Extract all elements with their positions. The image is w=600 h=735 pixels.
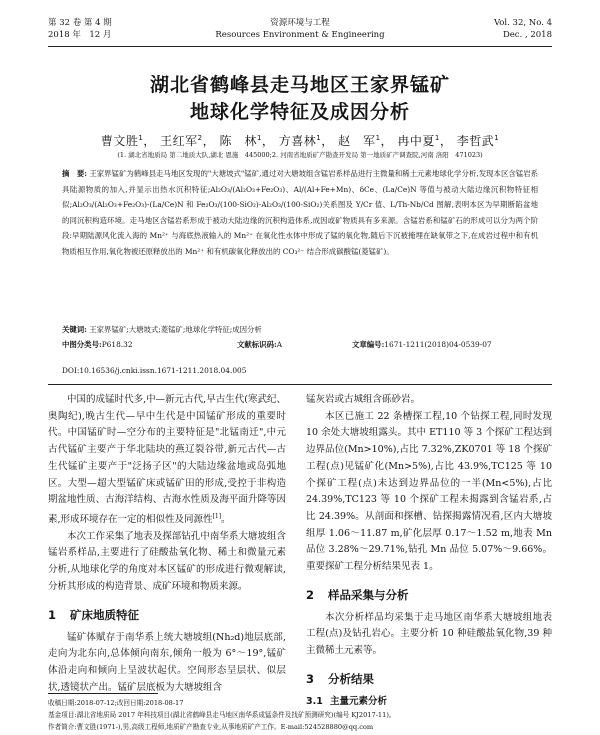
author: 冉中夏$^1$ xyxy=(397,134,440,148)
author: 王红军$^2$ xyxy=(160,134,203,148)
body-right-column xyxy=(306,392,552,711)
volume-en: Vol. 32, No. 4 xyxy=(493,18,552,28)
classification-block xyxy=(62,338,560,351)
author: 方喜林$^1$ xyxy=(278,134,322,148)
subsection-heading: 3.1 主量元素分析 xyxy=(306,695,388,707)
article-title-line1: 湖北省鹤峰县走马地区王家界锰矿 xyxy=(149,74,450,96)
keywords-text: 王家界锰矿;大塘坡式;菱锰矿;地球化学特征;成因分析 xyxy=(89,325,262,334)
author: 曹文胜$^1$ xyxy=(100,134,144,148)
abstract-label: 摘 要: xyxy=(62,169,87,178)
body-left-column xyxy=(48,392,286,696)
article-title-line2: 地球化学特征及成因分析 xyxy=(189,101,410,123)
abstract xyxy=(62,166,538,260)
author: 李哲武$^1$ xyxy=(456,134,500,148)
section-heading: 1 矿床地质特征 xyxy=(48,607,139,622)
affiliations: (1. 湖北省地质局 第二地质大队,湖北 恩施 445000;2. 河南省地质矿产勘查开发局 第一地质矿产调查院,河南 洛阳 471023) xyxy=(117,151,483,159)
paragraph: 锰灰岩或古城组含砾砂岩。 xyxy=(306,394,421,405)
date-en: Dec. , 2018 xyxy=(502,30,552,40)
keywords-label: 关键词: xyxy=(62,325,87,334)
author: 陈 林$^1$ xyxy=(219,134,262,148)
date-cn: 2018 年 12 月 xyxy=(48,30,112,40)
divider xyxy=(48,384,552,385)
received-date: 收稿日期:2018-07-12;改回日期:2018-08-17 xyxy=(48,699,184,707)
volume-cn: 第 32 卷 第 4 期 xyxy=(48,18,112,28)
doi: DOI:10.16536/j.cnki.issn.1671-1211.2018.04.005 xyxy=(62,366,247,375)
paragraph: 本次工作采集了地表及探部钻孔中南华系大塘坡组含锰岩系样品,主要进行了硅酸盐氧化物、稀土和微量元素分析,从地球化学的角度对本区锰矿的形成进行微观解读,分析其形成的构造背景、成矿环境和物质来源。 xyxy=(48,530,286,592)
journal-name-cn: 资源环境与工程 xyxy=(270,18,330,28)
author-bio: 作者简介:曹文胜(1971-),男,高级工程师,地质矿产勘查专业,从事地质矿产工作。E-mail:524528880@qq.com xyxy=(48,723,374,731)
header-right xyxy=(494,17,552,41)
section-heading: 3 分析结果 xyxy=(306,671,374,686)
footnotes xyxy=(48,697,552,733)
document-code: 文献标识码:A xyxy=(237,340,283,349)
journal-name-en: Resources Environment & Engineering xyxy=(215,30,385,40)
clc-number: 中图分类号:P618.32 xyxy=(62,340,133,349)
keywords xyxy=(62,324,538,336)
header-center xyxy=(48,17,552,41)
paragraph: 中国的成锰时代多,中—新元古代,早古生代(寒武纪、奥陶纪),晚古生代—早中生代是中国锰矿形成的重要时代。中国锰矿时—空分布的主要特征是"北锰南迁",中元古代锰矿主要产于华北陆块的燕辽裂谷带,新元古代—古生代锰矿主要产于"泛扬子区"的大陆边缘盆地或岛弧地区。大型—超大型锰矿床或锰矿田的形成,受控于非构造期盆地性质、古海洋结构、古海水性质及海平面升降等因素,形成环境存在一定的相似性及同源性[1]。 xyxy=(48,394,286,526)
paragraph: 本次分析样品均采集于走马地区南华系大塘坡组地表工程(点)及钻孔岩心。主要分析 10 种硅酸盐氧化物,39 种主微稀土元素等。 xyxy=(306,611,552,657)
paragraph: 锰矿体赋存于南华系上统大塘坡组(Nh₂d)地层底部,走向为北东向,总体倾向南东,倾角一般为 6°～19°,锰矿体沿走向和倾向上呈波状起伏。空间形态呈层状、似层状,透镜状产出。锰矿层底板为大塘坡组含 xyxy=(48,631,286,693)
paragraph: 本区已施工 22 条槽探工程,10 个钻探工程,同时发现 10 余处大塘坡组露头。其中 ET110 等 3 个探矿工程达到边界品位(Mn>10%),占比 7.32%,ZK0701 等 18 个探矿工程(点)见锰矿化(Mn>5%),占比 43.9%,TC125 等 10 个探矿工程(点)未达到边界品位的一半(Mn<5%),占比 24.39%,TC123 等 10 个探矿工程未揭露到含锰岩系,占比 24.39%。从剖面和探槽、钻探揭露情况看,区内大塘坡组厚 1.06～11.87 m,矿化层厚 0.17～1.52 m,地表 Mn 品位 3.28%～29.71%,钻孔 Mn 品位 5.07%～9.66%。重要探矿工程分析结果见表 1。 xyxy=(306,410,552,573)
abstract-text: 王家界锰矿为鹤峰县走马地区发现的"大塘坡式"锰矿,通过对大塘坡组含锰岩系样品进行主微量和稀土元素地球化学分析,发现本区含锰岩系具陆源物质的加入,并显示出热水沉积特征;Al₂O₃/(Al₂O₃+Fe₂O₃)、Al/(Al+Fe+Mn)、δCe、(La/Ce)N 等值与被动大陆边缘沉积物特征相似;Al₂O₃/(Al₂O₃+Fe₂O₃)-(La/Ce)N 和 Fe₂O₃/(100-SiO₂)-Al₂O₃/(100-SiO₂)关系图及 Y/Cr 值、L/Th-Nb/Cd 图解,表明本区为早期断陷盆地的同沉积构造环境。走马地区含锰岩系形成于被动大陆边缘的沉积构造体系,成因或矿物质具有多来源。含锰岩系和锰矿石的形成可以分为两个阶段:早期陆源风化流入海的 Mn²⁺ 与海底热液输入的 Mn²⁺ 在氧化性水体中形成了锰的氧化物,随后下沉被掩埋在缺氧带之下,在成岩过程中和有机物质相互作用,氧化物被还原释放出的 Mn²⁺ 和有机碳氧化释放出的 CO₃²⁻ 结合形成碳酸锰(菱锰矿)。 xyxy=(62,169,538,256)
funding-note: 基金项目:湖北省地质局 2017 年科技项目(湖北省鹤峰县走马地区南华系成锰条件及找矿预测研究)(编号 KJ2017-11)。 xyxy=(48,711,396,719)
running-header xyxy=(48,14,552,47)
article-number: 文章编号:1671-1211(2018)04-0539-07 xyxy=(352,340,492,349)
footnote-divider xyxy=(48,693,158,694)
author: 赵 军$^1$ xyxy=(338,134,381,148)
author-list: 曹文胜$^1$， 王红军$^2$， 陈 林$^1$， 方喜林$^1$， 赵 军$^1$， 冉中夏$^1$， 李哲武$^1$ xyxy=(100,134,500,148)
section-heading: 2 样品采集与分析 xyxy=(306,587,409,602)
